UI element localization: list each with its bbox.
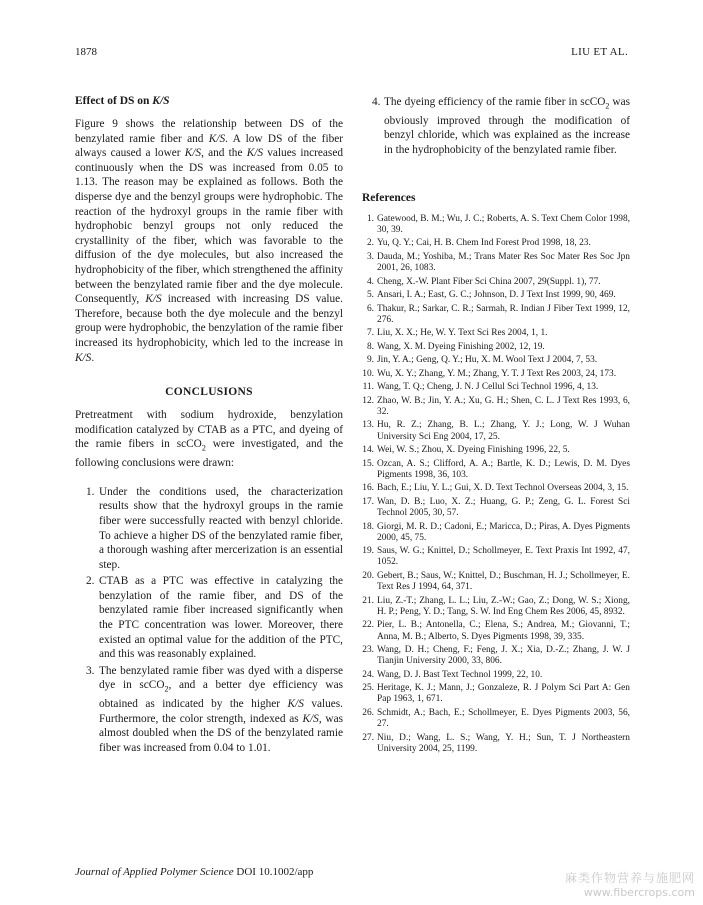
page-number: 1878 xyxy=(75,46,97,58)
reference-text: Giorgi, M. R. D.; Cadoni, E.; Maricca, D.; Piras, A. Dyes Pigments 2000, 45, 75. xyxy=(377,521,630,543)
reference-text: Gebert, B.; Saus, W.; Knittel, D.; Buschman, H. J.; Schollmeyer, E. Text Res J 1994, 64, 371. xyxy=(377,570,630,593)
reference-number: 8. xyxy=(366,341,374,352)
watermark-text: 麻类作物营养与施肥网 xyxy=(564,871,695,885)
watermark-url: www.fibercrops.com xyxy=(583,886,695,899)
reference-item xyxy=(362,670,630,681)
reference-number: 1. xyxy=(366,213,374,224)
reference-text: Yu, Q. Y.; Cai, H. B. Chem Ind Forest Prod 1998, 18, 23. xyxy=(377,238,591,249)
watermark xyxy=(565,869,695,899)
reference-number: 15. xyxy=(362,458,374,469)
reference-text: Hu, R. Z.; Zhang, B. L.; Zhang, Y. J.; Long, W. J Wuhan University Sci Eng 2004, 17, 25. xyxy=(377,420,630,442)
reference-item xyxy=(362,355,630,366)
reference-number: 2. xyxy=(366,238,374,249)
reference-number: 11. xyxy=(362,382,374,393)
reference-number: 27. xyxy=(362,732,374,743)
reference-item xyxy=(362,277,630,288)
reference-number: 7. xyxy=(366,328,374,339)
journal-doi: DOI 10.1002/app xyxy=(233,866,314,878)
reference-text: Liu, X. X.; He, W. Y. Text Sci Res 2004, 1, 1. xyxy=(377,328,548,339)
reference-number: 20. xyxy=(362,570,374,581)
reference-number: 9. xyxy=(366,355,374,366)
reference-number: 22. xyxy=(362,620,374,631)
section-title: Effect of DS on K/S xyxy=(75,95,170,107)
reference-number: 13. xyxy=(362,420,374,431)
reference-number: 17. xyxy=(362,496,374,507)
reference-item xyxy=(362,483,630,494)
reference-number: 21. xyxy=(362,595,374,606)
reference-number: 16. xyxy=(362,483,374,494)
reference-item xyxy=(362,396,630,418)
reference-text: Wan, D. B.; Luo, X. Z.; Huang, G. P.; Zeng, G. L. Forest Sci Technol 2005, 30, 57. xyxy=(377,496,630,519)
reference-item xyxy=(362,596,630,618)
reference-number: 23. xyxy=(362,645,374,656)
reference-number: 19. xyxy=(362,546,374,557)
journal-name: Journal of Applied Polymer Science xyxy=(75,866,234,878)
reference-text: Dauda, M.; Yoshiba, M.; Trans Mater Res Soc Mater Res Soc Jpn 2001, 26, 1083. xyxy=(377,251,630,274)
references-heading: References xyxy=(362,191,416,204)
reference-text: Wang, T. Q.; Cheng, J. N. J Cellul Sci Technol 1996, 4, 13. xyxy=(377,382,599,393)
reference-item xyxy=(362,369,630,380)
reference-text: Liu, Z.-T.; Zhang, L. L.; Liu, Z.-W.; Gao, Z.; Dong, W. S.; Xiong, H. P.; Peng, Y. D.; Tang, S. W. Ind Eng Chem Res 2006, 45, 8932. xyxy=(377,595,630,617)
ds-paragraph: Figure 9 shows the relationship between DS of the benzylated ramie fiber and K/S. A low DS of the fiber always caused a lower K/S, and the K/S values increased continuously when the DS was increased from 0.05 to 1.13. The reason may be explained as follows. Both the disperse dye and the benzyl groups were hydrophobic. The reaction of the hydroxyl groups in the ramie fiber with hydrophobic benzyl groups not only reduced the crystallinity of the fiber, which was favorable to the diffusion of the dye molecules, but also increased the hydrophobicity of the fiber, which strengthened the affinity between the benzylated ramie fiber and the dye molecule. Consequently, K/S increased with increasing DS value. Therefore, because both the dye molecule and the benzyl group were hydrophobic, the benzylation of the ramie fiber increased its hydrophobicity, which led to the increase in K/S. xyxy=(75,118,344,364)
reference-text: Schmidt, A.; Bach, E.; Schollmeyer, E. Dyes Pigments 2003, 56, 27. xyxy=(377,707,630,730)
conclusions-heading: CONCLUSIONS xyxy=(165,386,253,399)
reference-item xyxy=(362,571,630,593)
reference-item xyxy=(362,497,630,519)
reference-item xyxy=(362,304,630,326)
references-list xyxy=(362,214,630,755)
reference-item xyxy=(362,620,630,642)
conclusion-item: 2. CTAB as a PTC was effective in catalyzing the benzylation of the ramie fiber, and DS of the benzylated ramie fiber increased significantly when the PTC concentration was lower. Moreover, there existed an optimal value for the addition of the PTC, and this was reasonably explained. xyxy=(86,575,343,661)
reference-item xyxy=(362,420,630,442)
reference-text: Ozcan, A. S.; Clifford, A. A.; Bartle, K. D.; Lewis, D. M. Dyes Pigments 1998, 36, 103. xyxy=(377,458,630,480)
reference-text: Heritage, K. J.; Mann, J.; Gonzaleze, R. J Polym Sci Part A: Gen Pap 1963, 1, 671. xyxy=(377,683,630,705)
reference-item xyxy=(362,252,630,274)
reference-text: Cheng, X.-W. Plant Fiber Sci China 2007, 29(Suppl. 1), 77. xyxy=(377,276,601,287)
reference-text: Wang, D. J. Bast Text Technol 1999, 22, 10. xyxy=(377,669,543,680)
reference-text: Gatewood, B. M.; Wu, J. C.; Roberts, A. S. Text Chem Color 1998, 30, 39. xyxy=(377,213,630,235)
reference-number: 26. xyxy=(362,707,374,718)
conclusion-item: 1. Under the conditions used, the characterization results show that the hydroxyl groups in the ramie fiber were successfully reacted with benzyl chloride. To achieve a higher DS of the benzylated ramie fiber, a thorough washing after mercerization is an essential step. xyxy=(86,485,343,571)
reference-text: Wang, D. H.; Cheng, F.; Feng, J. X.; Xia, D.-Z.; Zhang, J. W. J Tianjin University 2000, 33, 806. xyxy=(377,645,630,667)
reference-number: 25. xyxy=(362,683,374,694)
reference-item xyxy=(362,214,630,236)
reference-item xyxy=(362,445,630,456)
reference-text: Jin, Y. A.; Geng, Q. Y.; Hu, X. M. Wool Text J 2004, 7, 53. xyxy=(377,355,598,366)
reference-item xyxy=(362,645,630,667)
conclusion-item: 3. The benzylated ramie fiber was dyed with a disperse dye in scCO$_2$, and a better dye efficiency was obtained as indicated by the higher K/S values. Furthermore, the color strength, indexed as K/S, was almost doubled when the DS of the benzylated ramie fiber was increased from 0.04 to 1.01. xyxy=(86,664,344,755)
reference-item xyxy=(362,238,630,249)
reference-number: 14. xyxy=(362,445,374,456)
reference-number: 5. xyxy=(366,290,374,301)
reference-item xyxy=(362,546,630,568)
running-head: LIU ET AL. xyxy=(571,46,628,58)
reference-text: Niu, D.; Wang, L. S.; Wang, Y. H.; Sun, T. J Northeastern University 2004, 25, 1199. xyxy=(377,732,630,754)
reference-item xyxy=(362,328,630,339)
reference-text: Zhao, W. B.; Jin, Y. A.; Xu, G. H.; Shen, C. L. J Text Res 1993, 6, 32. xyxy=(377,395,630,417)
reference-number: 6. xyxy=(366,303,374,314)
reference-number: 3. xyxy=(366,251,374,262)
reference-number: 12. xyxy=(362,395,374,406)
conclusion-item: 4. The dyeing efficiency of the ramie fiber in scCO$_2$ was obviously improved through the modification of benzyl chloride, which was explained as the increase in the hydrophobicity of the benzylated ramie fiber. xyxy=(372,96,630,157)
reference-item xyxy=(362,708,630,730)
reference-item xyxy=(362,290,630,301)
reference-text: Wang, X. M. Dyeing Finishing 2002, 12, 19. xyxy=(377,341,545,352)
reference-text: Wei, W. S.; Zhou, X. Dyeing Finishing 1996, 22, 5. xyxy=(377,445,570,456)
reference-text: Wu, X. Y.; Zhang, Y. M.; Zhang, Y. T. J Text Res 2003, 24, 173. xyxy=(377,368,617,379)
conclusions-list xyxy=(77,485,343,756)
reference-number: 24. xyxy=(362,669,374,680)
reference-number: 18. xyxy=(362,521,374,532)
reference-item xyxy=(362,683,630,705)
left-column xyxy=(75,95,343,758)
right-column xyxy=(362,95,630,757)
reference-item xyxy=(362,459,630,481)
reference-item xyxy=(362,382,630,393)
page-header xyxy=(75,46,628,60)
conclusions-intro: Pretreatment with sodium hydroxide, benzylation modification catalyzed by CTAB as a PTC, and dyeing of the ramie fibers in scCO$_2$ were investigated, and the following conclusions were drawn: xyxy=(75,409,343,470)
reference-number: 10. xyxy=(362,368,374,379)
reference-item xyxy=(362,342,630,353)
reference-item xyxy=(362,733,630,755)
reference-text: Pier, L. B.; Antonella, C.; Elena, S.; Andrea, M.; Giovanni, T.; Anna, M. B.; Alberto, S. Dyes Pigments 1998, 39, 335. xyxy=(377,620,630,642)
reference-text: Thakur, R.; Sarkar, C. R.; Sarmah, R. Indian J Fiber Text 1999, 12, 276. xyxy=(377,303,630,325)
page-footer xyxy=(75,866,313,878)
reference-item xyxy=(362,522,630,544)
reference-number: 4. xyxy=(366,276,374,287)
reference-text: Bach, E.; Liu, Y. L.; Gui, X. D. Text Technol Overseas 2004, 3, 15. xyxy=(377,483,629,494)
reference-text: Saus, W. G.; Knittel, D.; Schollmeyer, E. Text Praxis Int 1992, 47, 1052. xyxy=(377,546,630,568)
reference-text: Ansari, I. A.; East, G. C.; Johnson, D. J Text Inst 1999, 90, 469. xyxy=(377,290,616,301)
